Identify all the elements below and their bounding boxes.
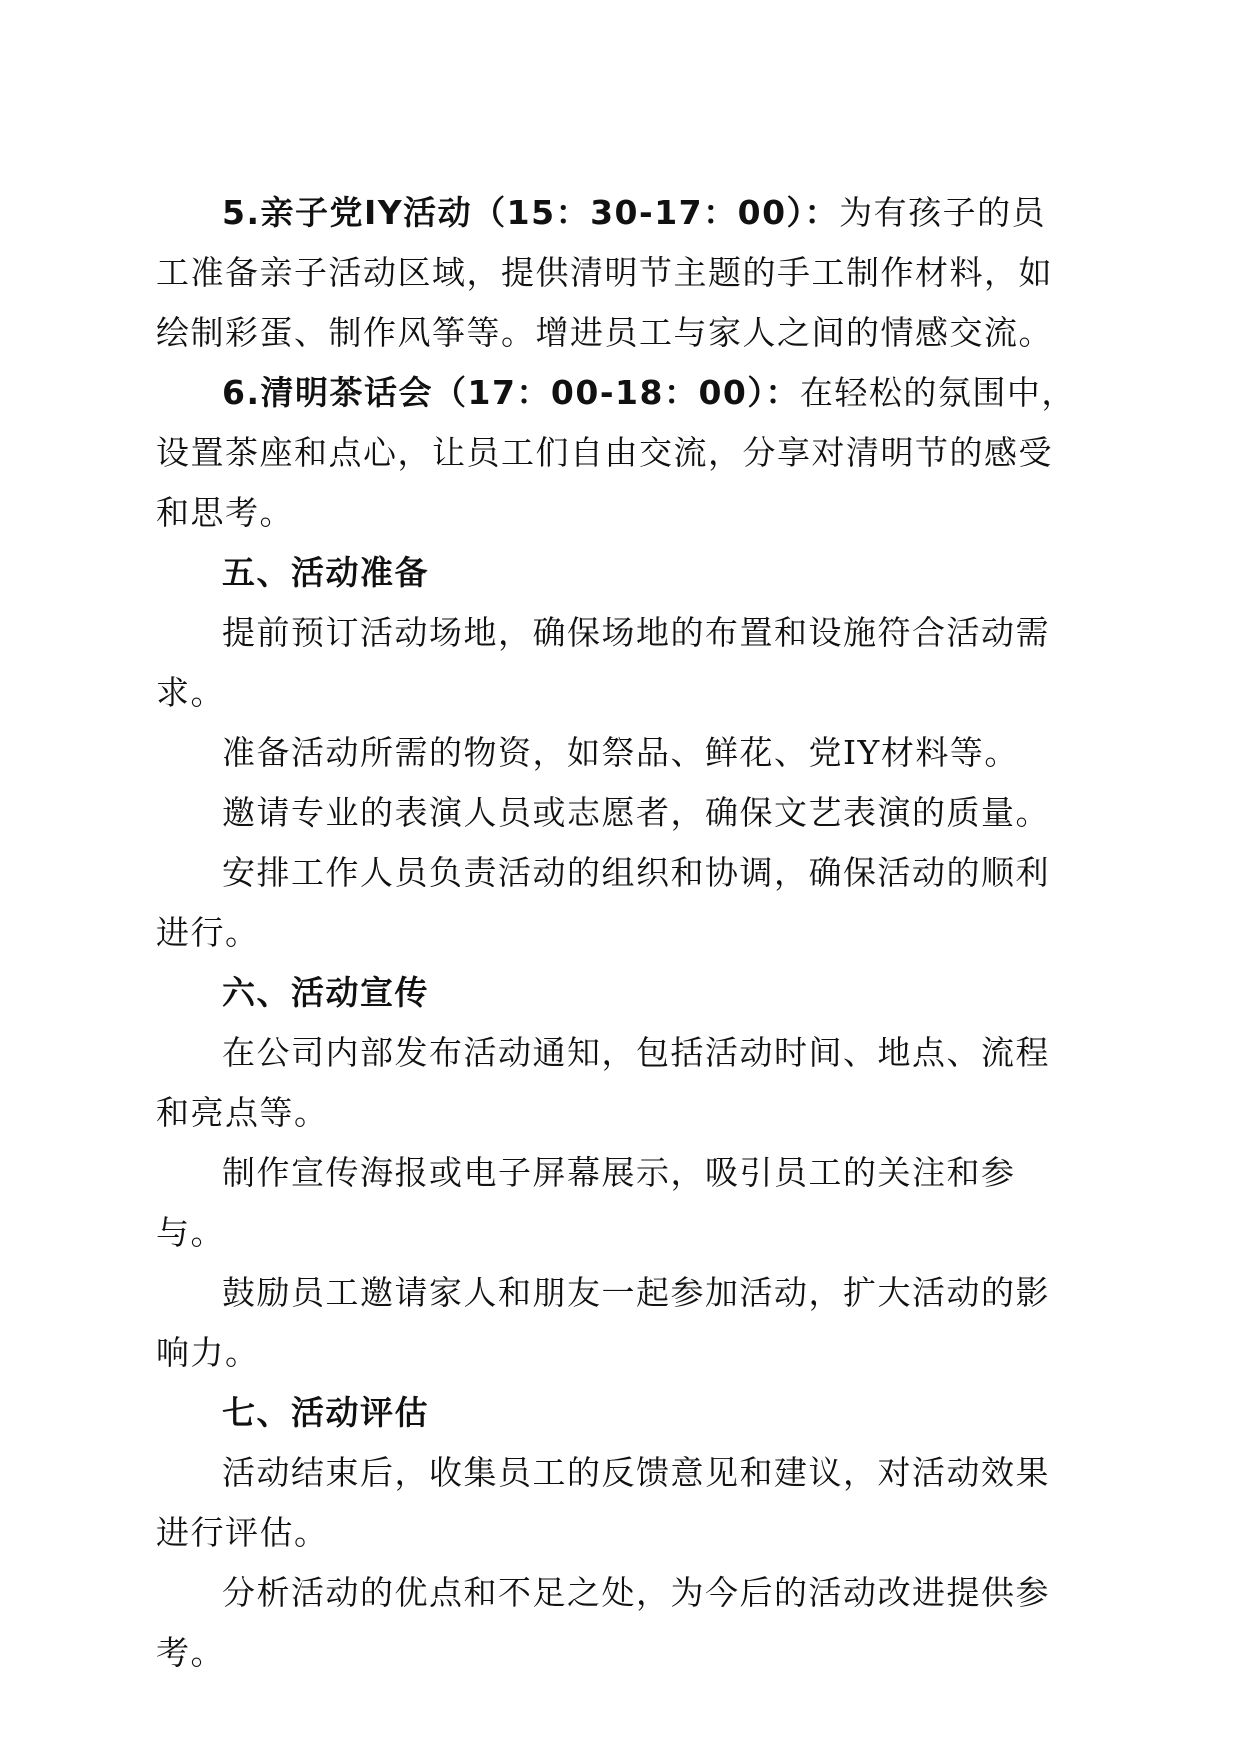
item-6-lead: 6.清明茶话会（17：00-18：00）： xyxy=(222,373,800,412)
section-7-paragraph-2: 分析活动的优点和不足之处，为今后的活动改进提供参考。 xyxy=(156,1573,1050,1672)
section-6-heading: 六、活动宣传 xyxy=(222,973,429,1012)
section-5-paragraph-4: 安排工作人员负责活动的组织和协调，确保活动的顺利进行。 xyxy=(156,853,1050,952)
section-5-paragraph-1: 提前预订活动场地，确保场地的布置和设施符合活动需求。 xyxy=(156,613,1050,712)
section-5-paragraph-3: 邀请专业的表演人员或志愿者，确保文艺表演的质量。 xyxy=(222,793,1050,832)
item-5-lead: 5.亲子党IY活动（15：30-17：00）： xyxy=(222,193,840,232)
section-5-heading: 五、活动准备 xyxy=(222,553,429,592)
section-7-heading: 七、活动评估 xyxy=(222,1393,429,1432)
item-5-text: 为有孩子的员工准备亲子活动区域，提供清明节主题的手工制作材料，如绘制彩蛋、制作风筝等。增进员工与家人之间的情感交流。 xyxy=(156,193,1053,352)
section-6-paragraph-1: 在公司内部发布活动通知，包括活动时间、地点、流程和亮点等。 xyxy=(156,1033,1050,1132)
section-5-paragraph-2: 准备活动所需的物资，如祭品、鲜花、党IY材料等。 xyxy=(222,733,1019,772)
item-6-text: 在轻松的氛围中，设置茶座和点心，让员工们自由交流，分享对清明节的感受和思考。 xyxy=(156,373,1076,532)
item-5-paragraph xyxy=(156,183,1076,363)
document-body xyxy=(156,183,1076,1683)
section-7-paragraph-1: 活动结束后，收集员工的反馈意见和建议，对活动效果进行评估。 xyxy=(156,1453,1050,1552)
item-6-paragraph xyxy=(156,363,1076,543)
section-6-paragraph-2: 制作宣传海报或电子屏幕展示，吸引员工的关注和参与。 xyxy=(156,1153,1016,1252)
section-6-paragraph-3: 鼓励员工邀请家人和朋友一起参加活动，扩大活动的影响力。 xyxy=(156,1273,1050,1372)
